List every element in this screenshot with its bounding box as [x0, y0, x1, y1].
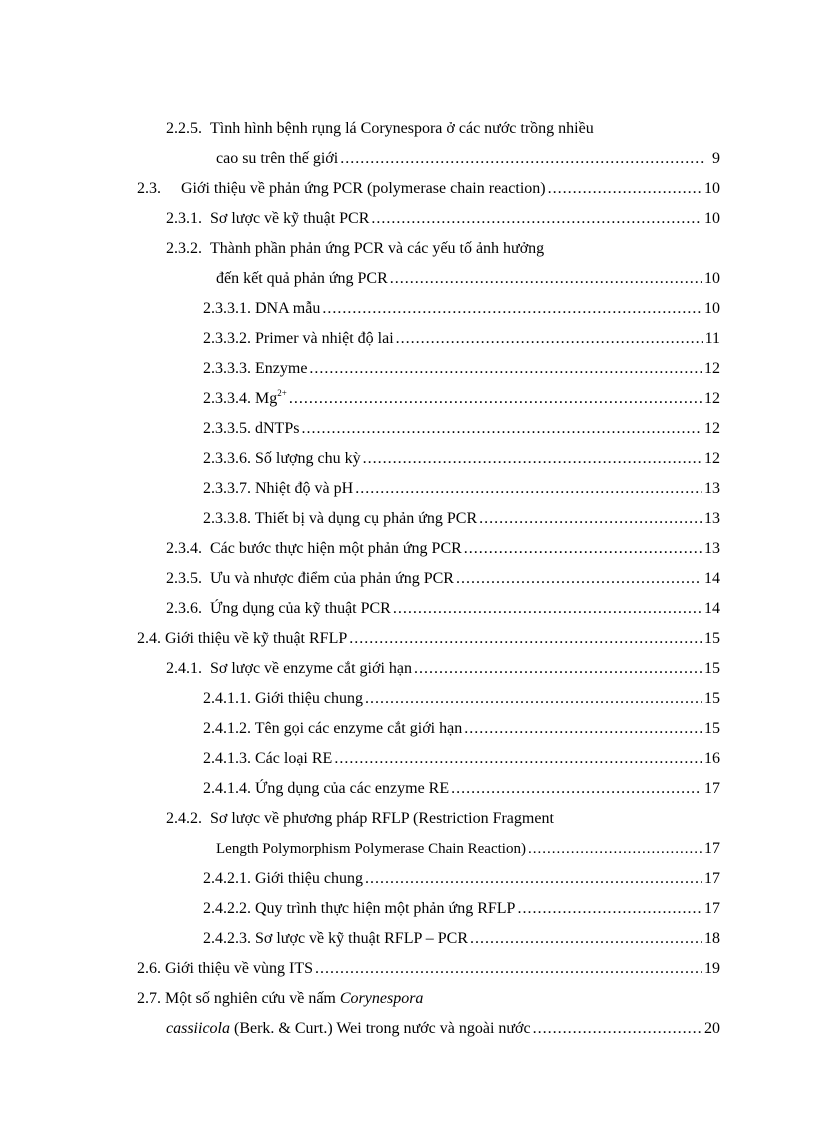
toc-entry-text — [203, 779, 449, 799]
toc-entry-number: 2.3.3.8. — [203, 510, 251, 527]
toc-entry-text — [203, 509, 477, 529]
toc-entry-page: 14 — [704, 600, 720, 617]
toc-entry-title: Thiết bị và dụng cụ phản ứng PCR — [254, 510, 478, 527]
toc-entry-title: Tình hình bệnh rụng lá Corynespora ở các nước trồng nhiều — [210, 120, 594, 137]
toc-entry-page: 14 — [704, 570, 720, 587]
dot-leader — [315, 959, 702, 979]
dot-leader — [456, 569, 702, 589]
toc-entry-number: 2.4.2.1. — [203, 870, 251, 887]
toc-entry-page: 13 — [704, 510, 720, 527]
toc-entry-title: Mg — [255, 390, 278, 407]
dot-leader — [390, 269, 702, 289]
toc-entry — [166, 205, 720, 229]
toc-entry — [166, 535, 720, 559]
toc-entry-text — [137, 989, 423, 1009]
toc-entry-number: 2.4.1.2. — [203, 720, 251, 737]
toc-entry-title: Các bước thực hiện một phản ứng PCR — [210, 540, 462, 557]
toc-entry-text — [203, 359, 307, 379]
toc-entry — [203, 505, 720, 529]
dot-leader — [464, 719, 702, 739]
toc-entry-number: 2.2.5. — [166, 120, 202, 137]
dot-leader — [396, 329, 703, 349]
toc-entry-title: Giới thiệu về vùng ITS — [165, 960, 313, 977]
dot-leader — [340, 149, 704, 169]
toc-entry-page: 11 — [704, 330, 720, 347]
toc-entry — [216, 265, 720, 289]
toc-entry-title: Length Polymorphism Polymerase Chain Reaction) — [216, 841, 526, 857]
toc-entry-text — [203, 299, 320, 319]
toc-entry-number: 2.4.1.4. — [203, 780, 251, 797]
dot-leader — [479, 509, 702, 529]
toc-entry-page: 10 — [704, 180, 720, 197]
toc-entry-text — [166, 119, 594, 139]
toc-entry-title: Sơ lược về kỹ thuật PCR — [210, 210, 370, 227]
toc-entry-text — [203, 749, 332, 769]
toc-entry — [203, 295, 720, 319]
toc-entry — [166, 235, 720, 259]
toc-entry-page: 10 — [704, 210, 720, 227]
toc-entry-title: Ứng dụng của các enzyme RE — [255, 780, 450, 797]
toc-entry-page: 20 — [704, 1020, 720, 1037]
toc-entry-number: 2.3.1. — [166, 210, 202, 227]
toc-entry-text — [203, 449, 361, 469]
toc-entry — [203, 715, 720, 739]
toc-entry-text — [137, 179, 546, 199]
dot-leader — [349, 629, 702, 649]
toc-entry-page: 12 — [704, 450, 720, 467]
toc-entry-text — [203, 419, 299, 439]
toc-entry — [166, 1015, 720, 1039]
dot-leader — [363, 449, 702, 469]
toc-entry-title: Giới thiệu về kỹ thuật RFLP — [165, 630, 348, 647]
toc-entry-number: 2.3.4. — [166, 540, 202, 557]
toc-entry — [203, 895, 720, 919]
toc-entry-title: Tên gọi các enzyme cắt giới hạn — [254, 720, 463, 737]
toc-entry-superscript: 2+ — [277, 388, 287, 398]
toc-entry-italic: cassiicola — [166, 1020, 230, 1037]
toc-entry-number: 2.4.2.3. — [203, 930, 251, 947]
toc-entry-text — [166, 599, 391, 619]
dot-leader — [301, 419, 702, 439]
toc-entry — [203, 865, 720, 889]
toc-entry-page: 15 — [704, 630, 720, 647]
toc-entry-text — [166, 239, 544, 259]
toc-entry-number: 2.3.5. — [166, 570, 202, 587]
dot-leader — [393, 599, 702, 619]
toc-entry-number: 2.3.3.4. — [203, 390, 251, 407]
toc-entry-italic: Corynespora — [339, 990, 424, 1007]
toc-entry-text — [166, 209, 369, 229]
toc-entry-page: 17 — [704, 870, 720, 887]
toc-entry-number: 2.4.1.3. — [203, 750, 251, 767]
toc-entry — [203, 925, 720, 949]
toc-entry-page: 13 — [704, 480, 720, 497]
toc-entry-number: 2.3.3.1. — [203, 300, 251, 317]
toc-entry-number: 2.4.1.1. — [203, 690, 251, 707]
toc-entry-number: 2.4.2. — [166, 810, 202, 827]
toc-entry-text — [203, 479, 353, 499]
toc-entry-title: Quy trình thực hiện một phản ứng RFLP — [255, 900, 516, 917]
toc-entry-text — [166, 1019, 531, 1039]
toc-entry-page: 13 — [704, 540, 720, 557]
toc-entry-title: Thành phần phản ứng PCR và các yếu tố ảnh hưởng — [210, 240, 545, 257]
toc-entry — [166, 805, 720, 829]
toc-entry-title: Enzyme — [255, 360, 308, 377]
toc-entry-title: đến kết quả phản ứng PCR — [216, 270, 388, 287]
toc-entry — [203, 685, 720, 709]
toc-entry-page: 17 — [704, 900, 720, 917]
toc-entry-title: dNTPs — [255, 420, 300, 437]
toc-entry — [203, 745, 720, 769]
dot-leader — [517, 899, 702, 919]
toc-entry-page: 10 — [704, 270, 720, 287]
toc-entry-number: 2.4.1. — [166, 660, 202, 677]
toc-entry-page: 12 — [704, 420, 720, 437]
dot-leader — [309, 359, 702, 379]
toc-entry-number: 2.4. — [137, 630, 161, 647]
toc-entry — [137, 175, 720, 199]
toc-entry-number: 2.3.3.2. — [203, 330, 251, 347]
toc-entry-text — [203, 389, 287, 409]
dot-leader — [322, 299, 702, 319]
dot-leader — [451, 779, 702, 799]
toc-entry-page: 17 — [704, 780, 720, 797]
toc-entry — [137, 985, 720, 1009]
toc-entry — [137, 625, 720, 649]
dot-leader — [533, 1019, 702, 1039]
toc-entry-page: 18 — [704, 930, 720, 947]
toc-entry-number: 2.4.2.2. — [203, 900, 251, 917]
dot-leader — [548, 179, 702, 199]
toc-entry-title: (Berk. & Curt.) Wei trong nước và ngoài nước — [230, 1020, 531, 1037]
toc-entry-text — [203, 329, 394, 349]
dot-leader — [371, 209, 702, 229]
toc-entry-page: 10 — [704, 300, 720, 317]
toc-entry-text — [166, 659, 412, 679]
toc-entry-number: 2.3.6. — [166, 600, 202, 617]
toc-entry-page: 19 — [704, 960, 720, 977]
toc-entry — [203, 385, 720, 409]
toc-entry-title: Primer và nhiệt độ lai — [255, 330, 394, 347]
toc-entry — [166, 595, 720, 619]
toc-entry-text — [203, 899, 515, 919]
toc-entry — [166, 565, 720, 589]
toc-entry-title: Nhiệt độ và pH — [255, 480, 354, 497]
dot-leader — [464, 539, 702, 559]
toc-entry-page: 15 — [704, 660, 720, 677]
toc-entry — [203, 775, 720, 799]
toc-entry-number: 2.3.3.6. — [203, 450, 251, 467]
toc-entry — [137, 955, 720, 979]
toc-entry — [203, 415, 720, 439]
toc-entry — [203, 325, 720, 349]
toc-entry-number: 2.6. — [137, 960, 161, 977]
toc-entry-title: Giới thiệu chung — [255, 690, 363, 707]
toc-entry-number: 2.7. — [137, 990, 161, 1007]
toc-entry-title: Ưu và nhược điểm của phản ứng PCR — [210, 570, 454, 587]
toc-entry-title: DNA mẫu — [255, 300, 321, 317]
toc-entry-page: 12 — [704, 360, 720, 377]
toc-entry-text — [166, 539, 462, 559]
dot-leader — [365, 869, 702, 889]
toc-entry — [203, 355, 720, 379]
dot-leader — [365, 689, 702, 709]
toc-entry-text — [203, 929, 468, 949]
toc-entry-page: 17 — [704, 840, 720, 857]
toc-entry-title: Sơ lược về kỹ thuật RFLP – PCR — [255, 930, 469, 947]
toc-entry — [216, 145, 720, 169]
toc-entry — [166, 115, 726, 139]
toc-entry — [203, 475, 720, 499]
dot-leader — [334, 749, 702, 769]
toc-entry-page: 9 — [712, 150, 720, 167]
toc-entry-text — [137, 959, 313, 979]
toc-entry-text — [137, 629, 347, 649]
toc-entry-text — [203, 689, 363, 709]
dot-leader — [414, 659, 702, 679]
toc-entry-title: Một số nghiên cứu về nấm — [165, 990, 340, 1007]
toc-entry-page: 15 — [704, 690, 720, 707]
toc-entry-page: 15 — [704, 720, 720, 737]
dot-leader — [528, 839, 702, 859]
toc-entry-number: 2.3.2. — [166, 240, 202, 257]
toc-entry — [166, 655, 720, 679]
toc-entry-number: 2.3.3.7. — [203, 480, 251, 497]
dot-leader — [355, 479, 702, 499]
toc-entry — [216, 835, 720, 859]
toc-entry-title: Ứng dụng của kỹ thuật PCR — [210, 600, 391, 617]
dot-leader — [289, 389, 702, 409]
toc-entry-number: 2.3.3.3. — [203, 360, 251, 377]
toc-entry-text — [166, 809, 554, 829]
toc-entry-page: 12 — [704, 390, 720, 407]
toc-entry-title: cao su trên thế giới — [216, 150, 339, 167]
toc-entry-title: Các loại RE — [255, 750, 333, 767]
toc-entry-text — [166, 569, 454, 589]
dot-leader — [470, 929, 702, 949]
toc-entry-title: Sơ lược về phương pháp RFLP (Restriction Fragment — [210, 810, 554, 827]
toc-entry-page: 16 — [704, 750, 720, 767]
toc-entry-title: Giới thiệu về phản ứng PCR (polymerase chain reaction) — [181, 180, 546, 197]
toc-entry-number: 2.3.3.5. — [203, 420, 251, 437]
toc-entry-title: Giới thiệu chung — [255, 870, 363, 887]
toc-entry-title: Sơ lược về enzyme cắt giới hạn — [210, 660, 412, 677]
toc-entry-title: Số lượng chu kỳ — [255, 450, 361, 467]
toc-entry — [203, 445, 720, 469]
toc-entry-number: 2.3. — [137, 180, 161, 197]
toc-entry-text — [203, 869, 363, 889]
toc-entry-text — [203, 719, 462, 739]
